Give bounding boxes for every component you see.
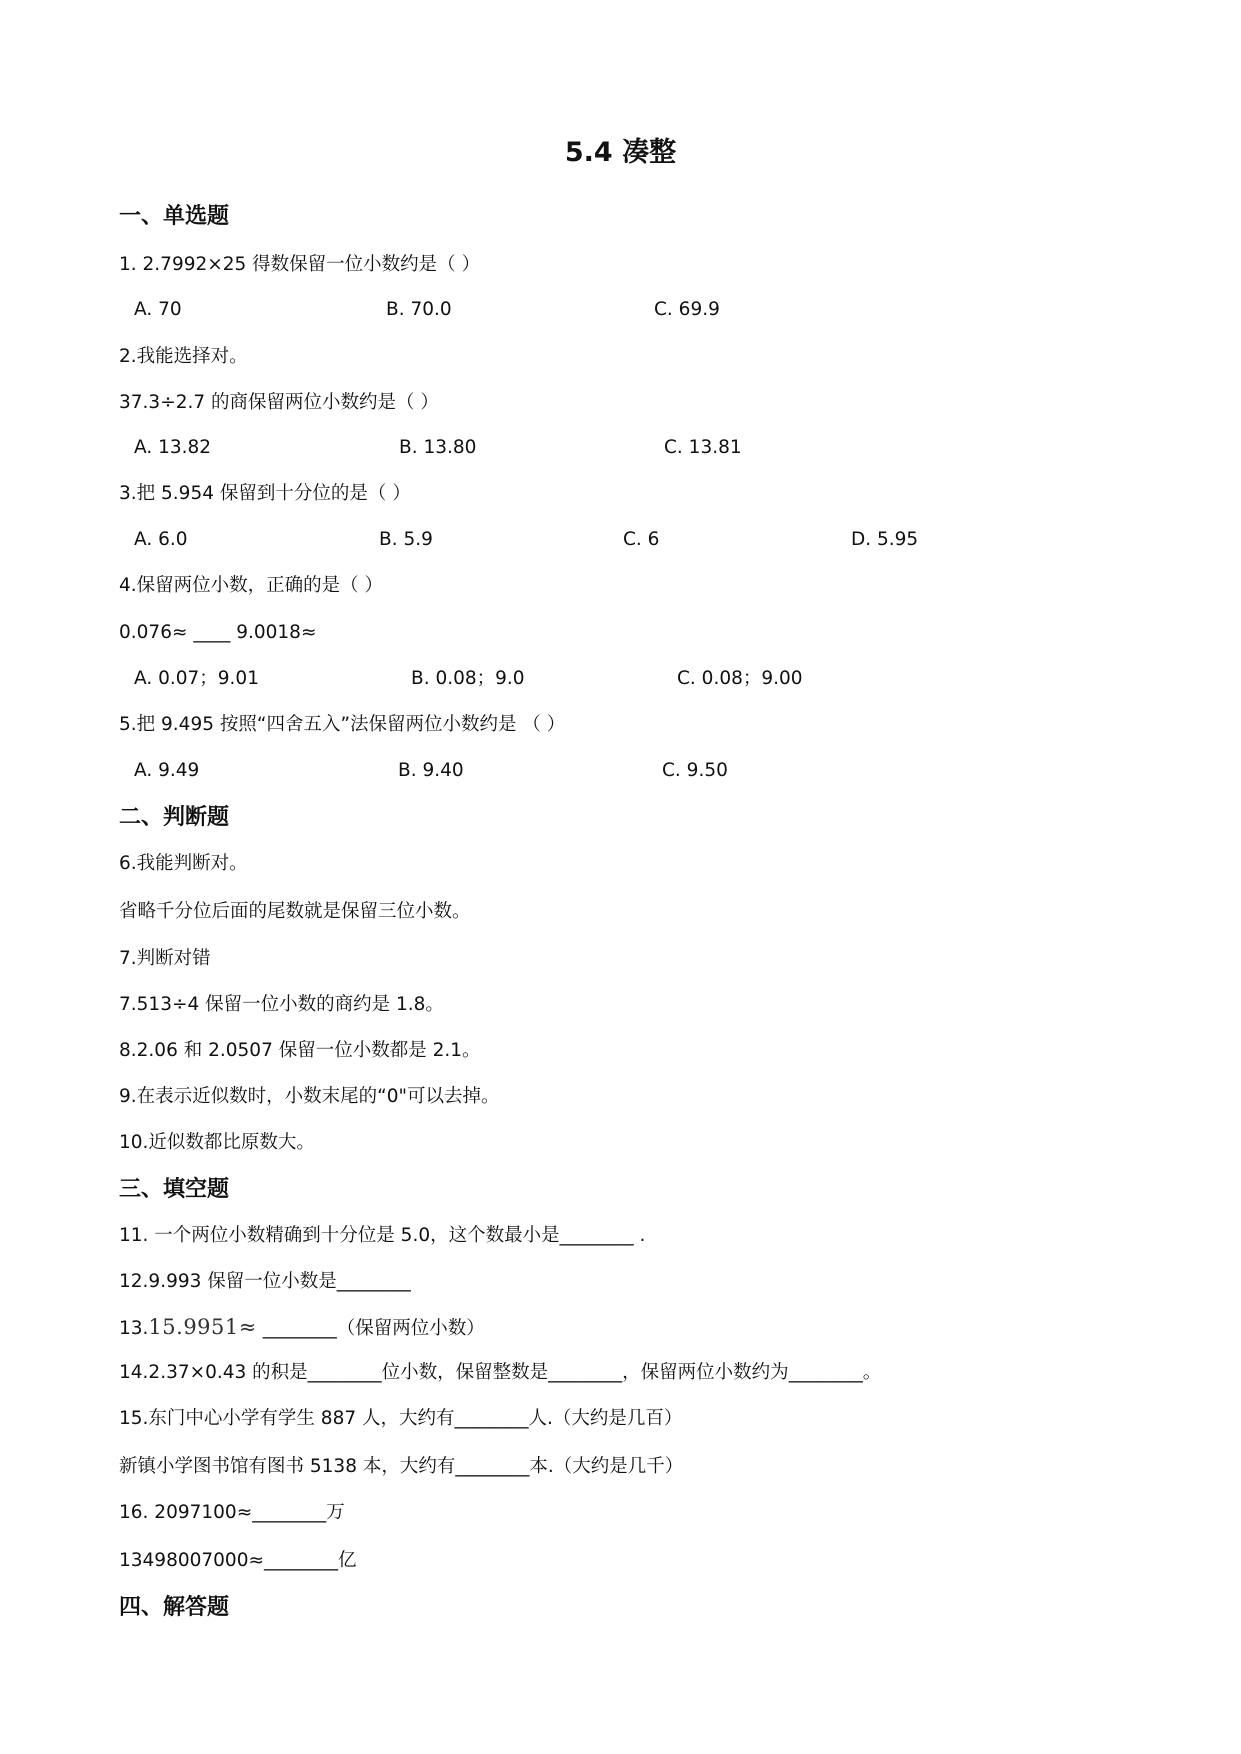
question-2-option-c: C. 13.81 xyxy=(664,437,742,458)
page-title: 5.4 凑整 xyxy=(564,137,677,168)
question-4-stem: 4.保留两位小数，正确的是（ ） xyxy=(119,575,384,596)
question-15-line-1: 15.东门中心小学有学生 887 人，大约有________人.（大约是几百） xyxy=(119,1408,683,1429)
question-16-line-2: 13498007000≈________亿 xyxy=(119,1550,357,1571)
question-13-prefix: 13. xyxy=(119,1318,149,1339)
question-16-line-1: 16. 2097100≈________万 xyxy=(119,1502,345,1523)
question-8: 8.2.06 和 2.0507 保留一位小数都是 2.1。 xyxy=(119,1040,481,1061)
question-5-option-b: B. 9.40 xyxy=(398,760,464,781)
question-4-option-a: A. 0.07；9.01 xyxy=(134,668,259,689)
question-7-stem: 7.判断对错 xyxy=(119,948,211,969)
question-13 xyxy=(119,1314,485,1342)
question-15-line-2: 新镇小学图书馆有图书 5138 本，大约有________本.（大约是几千） xyxy=(119,1456,684,1477)
question-11: 11. 一个两位小数精确到十分位是 5.0，这个数最小是________ . xyxy=(119,1225,646,1246)
question-3-option-a: A. 6.0 xyxy=(134,529,188,550)
question-9: 9.在表示近似数时，小数末尾的“0"可以去掉。 xyxy=(119,1086,500,1107)
question-1-option-b: B. 70.0 xyxy=(386,299,452,320)
section-heading-true-false: 二、判断题 xyxy=(119,805,230,830)
question-1-stem: 1. 2.7992×25 得数保留一位小数约是（ ） xyxy=(119,254,481,275)
question-1-option-a: A. 70 xyxy=(134,299,182,320)
question-13-rest: ________（保留两位小数） xyxy=(256,1318,485,1339)
question-2-option-b: B. 13.80 xyxy=(399,437,477,458)
question-13-number: 15.9951≈ xyxy=(148,1315,257,1339)
question-3-option-d: D. 5.95 xyxy=(851,529,919,550)
question-4-option-c: C. 0.08；9.00 xyxy=(677,668,803,689)
question-4-option-b: B. 0.08；9.0 xyxy=(411,668,525,689)
question-3-option-b: B. 5.9 xyxy=(379,529,433,550)
question-5-stem: 5.把 9.495 按照“四舍五入”法保留两位小数约是 （ ） xyxy=(119,714,566,735)
question-3-option-c: C. 6 xyxy=(623,529,660,550)
question-7-sub: 7.513÷4 保留一位小数的商约是 1.8。 xyxy=(119,994,444,1015)
question-14: 14.2.37×0.43 的积是________位小数，保留整数是________，保留两位小数约为________。 xyxy=(119,1362,882,1383)
question-5-option-a: A. 9.49 xyxy=(134,760,200,781)
question-10: 10.近似数都比原数大。 xyxy=(119,1132,315,1153)
question-2-sub: 37.3÷2.7 的商保留两位小数约是（ ） xyxy=(119,392,439,413)
question-4-sub: 0.076≈ ____ 9.0018≈ xyxy=(119,622,317,643)
question-1-option-c: C. 69.9 xyxy=(654,299,720,320)
section-heading-fill-blank: 三、填空题 xyxy=(119,1177,230,1202)
question-2-stem: 2.我能选择对。 xyxy=(119,346,248,367)
question-6-sub: 省略千分位后面的尾数就是保留三位小数。 xyxy=(119,901,471,922)
section-heading-single-choice: 一、单选题 xyxy=(119,204,230,229)
question-12: 12.9.993 保留一位小数是________ xyxy=(119,1271,411,1292)
question-2-option-a: A. 13.82 xyxy=(134,437,212,458)
section-heading-answer: 四、解答题 xyxy=(119,1595,230,1620)
question-5-option-c: C. 9.50 xyxy=(662,760,728,781)
question-3-stem: 3.把 5.954 保留到十分位的是（ ） xyxy=(119,483,411,504)
question-6-stem: 6.我能判断对。 xyxy=(119,853,248,874)
